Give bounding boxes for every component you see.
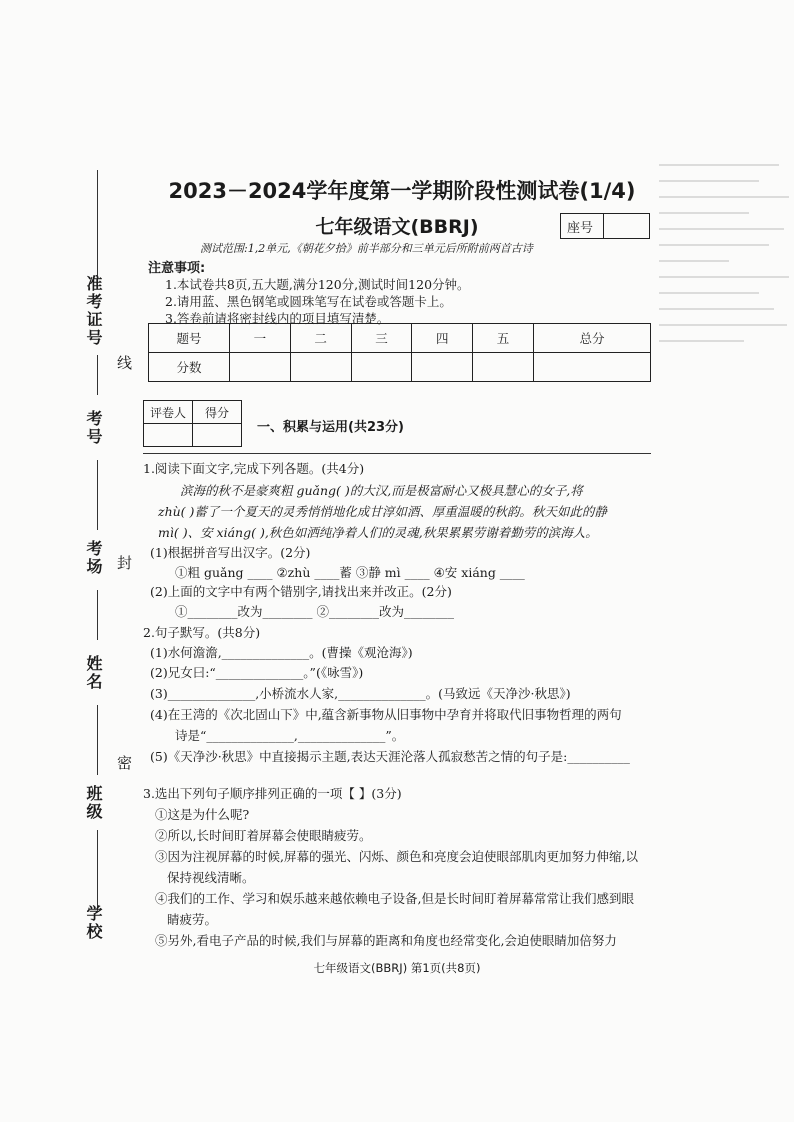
exam-subtitle: 七年级语文(BBRJ): [315, 216, 479, 238]
question-1-passage-line: mì( )、安 xiáng( ),秋色如洒纯净着人们的灵魂,秋果累累劳谢着勤劳的滨海人。: [158, 525, 598, 540]
exam-title: 2023－2024学年度第一学期阶段性测试卷(1/4): [168, 179, 636, 203]
margin-line: [97, 590, 98, 640]
score-header-cell: 二: [290, 324, 351, 353]
question-3-option: ④我们的工作、学习和娱乐越来越依赖电子设备,但是长时间盯着屏幕常常让我们感到眼: [155, 891, 634, 906]
margin-line: [97, 830, 98, 910]
score-header-cell: 四: [412, 324, 473, 353]
grader-cell[interactable]: [144, 424, 193, 447]
note-item: 1.本试卷共8页,五大题,满分120分,测试时间120分钟。: [165, 277, 470, 292]
question-1-passage-line: 滨海的秋不是豪爽粗 guǎng( )的大汉,而是极富耐心又极具慧心的女子,将: [180, 483, 583, 498]
grader-score-label: 得分: [193, 401, 242, 424]
question-2-line[interactable]: (5)《天净沙·秋思》中直接揭示主题,表达天涯沦落人孤寂愁苦之情的句子是:__________: [150, 749, 630, 764]
margin-label-school: 学校: [84, 905, 103, 941]
question-1-sub-1-blanks[interactable]: ①粗 guǎng ____ ②zhù ____蓄 ③静 mì ____ ④安 xiáng ____: [175, 565, 525, 580]
divider: [143, 453, 651, 454]
question-2-line[interactable]: (2)兄女曰:“______________。”(《咏雪》): [150, 665, 364, 680]
grader-label: 评卷人: [144, 401, 193, 424]
seal-line-char: 封: [115, 555, 133, 570]
margin-label-exam-room: 考场: [84, 540, 103, 576]
seal-line-char: 密: [115, 755, 133, 770]
seat-number-label: 座号: [561, 214, 604, 238]
score-header-cell: 一: [230, 324, 291, 353]
score-table-score-row: [149, 353, 651, 382]
question-1-sub-2: (2)上面的文字中有两个错别字,请找出来并改正。(2分): [150, 584, 452, 599]
margin-label-exam-number: 准考证号: [84, 275, 103, 347]
score-header-cell: 三: [351, 324, 412, 353]
question-1-sub-2-blanks[interactable]: ①________改为________ ②________改为________: [175, 604, 454, 619]
grader-table: [143, 400, 242, 447]
seat-number-box: [560, 213, 650, 239]
score-row-label: 分数: [149, 353, 230, 382]
seal-line-char: 线: [115, 355, 133, 370]
question-2-line[interactable]: (1)水何澹澹,______________。(曹操《观沧海》): [150, 645, 413, 660]
bleed-through-texture: [655, 150, 794, 980]
margin-line: [97, 170, 98, 280]
score-cell[interactable]: [351, 353, 412, 382]
score-cell[interactable]: [412, 353, 473, 382]
score-header-cell: 五: [473, 324, 534, 353]
score-cell[interactable]: [533, 353, 650, 382]
question-2-stem: 2.句子默写。(共8分): [143, 625, 261, 640]
page-footer: 七年级语文(BBRJ) 第1页(共8页): [313, 961, 481, 975]
margin-line: [97, 355, 98, 395]
score-header-cell: 总分: [533, 324, 650, 353]
margin-line: [97, 705, 98, 775]
margin-line: [97, 460, 98, 530]
note-item: 2.请用蓝、黑色钢笔或圆珠笔写在试卷或答题卡上。: [165, 294, 452, 309]
question-3-option: 睛疲劳。: [167, 912, 218, 927]
question-3-option: ③因为注视屏幕的时候,屏幕的强光、闪烁、颜色和亮度会迫使眼部肌肉更加努力伸缩,以: [155, 849, 638, 864]
question-2-line[interactable]: 诗是“______________,______________”。: [175, 728, 405, 743]
question-1-passage-line: zhù( )蓄了一个夏天的灵秀悄悄地化成甘淳如酒、厚重温暖的秋韵。秋天如此的静: [158, 504, 607, 519]
question-1-sub-1: (1)根据拼音写出汉字。(2分): [150, 545, 311, 560]
grader-score-cell[interactable]: [193, 424, 242, 447]
question-2-line: (4)在王湾的《次北固山下》中,蕴含新事物从旧事物中孕育并将取代旧事物哲理的两句: [150, 707, 622, 722]
score-cell[interactable]: [290, 353, 351, 382]
question-3-option: ⑤另外,看电子产品的时候,我们与屏幕的距离和角度也经常变化,会迫使眼睛加倍努力: [155, 933, 617, 948]
question-3-option: ②所以,长时间盯着屏幕会使眼睛疲劳。: [155, 828, 372, 843]
margin-label-student-number: 考号: [84, 410, 103, 446]
margin-label-class: 班级: [84, 785, 103, 821]
score-cell[interactable]: [473, 353, 534, 382]
score-cell[interactable]: [230, 353, 291, 382]
question-2-line[interactable]: (3)______________,小桥流水人家,______________。(马致远《天净沙·秋思》): [150, 686, 571, 701]
question-1-stem: 1.阅读下面文字,完成下列各题。(共4分): [143, 461, 365, 476]
question-3-option: ①这是为什么呢?: [155, 807, 250, 822]
question-3-stem[interactable]: 3.选出下列句子顺序排列正确的一项【 】(3分): [143, 786, 402, 801]
score-table-header-row: [149, 324, 651, 353]
score-header-cell: 题号: [149, 324, 230, 353]
section-title: 一、积累与运用(共23分): [257, 420, 404, 435]
margin-label-name: 姓名: [84, 655, 103, 691]
notes-heading: 注意事项:: [148, 261, 206, 276]
question-3-option: 保持视线清晰。: [167, 870, 255, 885]
test-scope: 测试范围:1,2单元,《朝花夕拾》前半部分和三单元后所附前两首古诗: [200, 242, 533, 255]
score-table: [148, 323, 651, 382]
note-item: 3.答卷前请将密封线内的项目填写清楚。: [165, 311, 390, 326]
